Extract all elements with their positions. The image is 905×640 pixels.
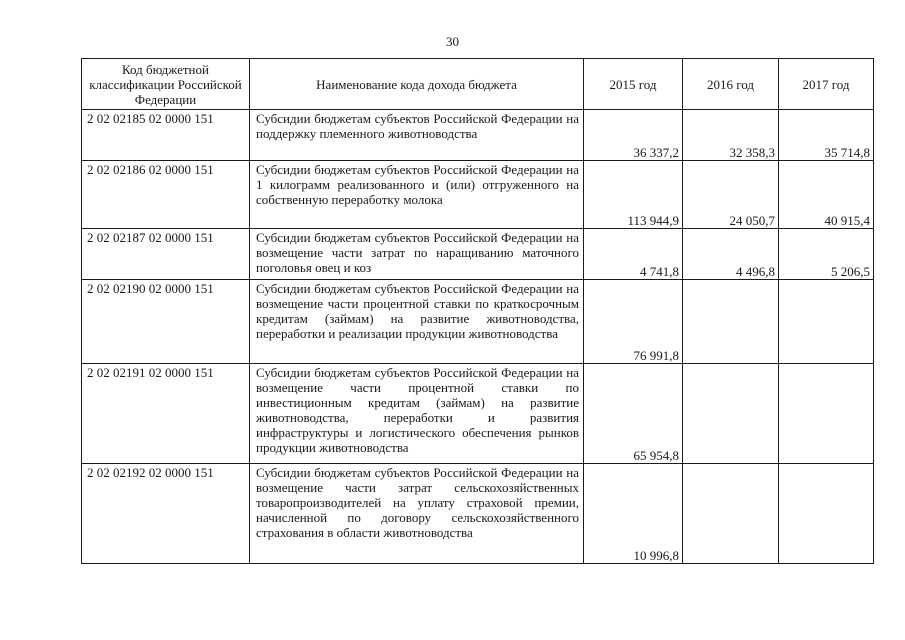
- table-row: [82, 229, 874, 280]
- cell-2016: [683, 364, 779, 464]
- page-number: 30: [446, 34, 459, 49]
- cell-name: Субсидии бюджетам субъектов Российской Федерации на возмещение части процентной ставки по инвестиционным кредитам (займам) на развитие животноводства, переработки и развития инфраструктуры и логистического обеспечения рынков продукции животноводства: [250, 364, 584, 464]
- table-row: [82, 364, 874, 464]
- cell-name: Субсидии бюджетам субъектов Российской Федерации на поддержку племенного животноводства: [250, 110, 584, 161]
- cell-2015: 4 741,8: [584, 229, 683, 280]
- cell-name: Субсидии бюджетам субъектов Российской Федерации на 1 килограмм реализованного и (или) отгруженного на собственную переработку молока: [250, 161, 584, 229]
- cell-2017: [779, 280, 874, 364]
- header-2016: 2016 год: [683, 59, 779, 110]
- cell-code: 2 02 02192 02 0000 151: [82, 464, 250, 564]
- cell-2017: 35 714,8: [779, 110, 874, 161]
- cell-name: Субсидии бюджетам субъектов Российской Федерации на возмещение части процентной ставки по краткосрочным кредитам (займам) на развитие животноводства, переработки и реализации продукции животноводства: [250, 280, 584, 364]
- table-row: [82, 464, 874, 564]
- cell-code: 2 02 02191 02 0000 151: [82, 364, 250, 464]
- cell-2017: 5 206,5: [779, 229, 874, 280]
- table-row: [82, 161, 874, 229]
- header-2015: 2015 год: [584, 59, 683, 110]
- cell-2017: 40 915,4: [779, 161, 874, 229]
- cell-2015: 65 954,8: [584, 364, 683, 464]
- cell-code: 2 02 02187 02 0000 151: [82, 229, 250, 280]
- cell-2015: 76 991,8: [584, 280, 683, 364]
- cell-2016: [683, 280, 779, 364]
- cell-code: 2 02 02190 02 0000 151: [82, 280, 250, 364]
- table-row: [82, 280, 874, 364]
- header-name: Наименование кода дохода бюджета: [250, 59, 584, 110]
- cell-2015: 113 944,9: [584, 161, 683, 229]
- cell-2017: [779, 464, 874, 564]
- cell-code: 2 02 02186 02 0000 151: [82, 161, 250, 229]
- table-header-row: [82, 59, 874, 110]
- cell-2016: 24 050,7: [683, 161, 779, 229]
- cell-2015: 36 337,2: [584, 110, 683, 161]
- table-row: [82, 110, 874, 161]
- budget-income-table: [81, 58, 874, 564]
- cell-2016: 4 496,8: [683, 229, 779, 280]
- cell-2016: 32 358,3: [683, 110, 779, 161]
- header-2017: 2017 год: [779, 59, 874, 110]
- cell-name: Субсидии бюджетам субъектов Российской Федерации на возмещение части затрат по наращиванию маточного поголовья овец и коз: [250, 229, 584, 280]
- cell-name: Субсидии бюджетам субъектов Российской Федерации на возмещение части затрат сельскохозяйственных товаропроизводителей на уплату страховой премии, начисленной по договору сельскохозяйственного страхования в области животноводства: [250, 464, 584, 564]
- cell-2016: [683, 464, 779, 564]
- cell-2017: [779, 364, 874, 464]
- header-code: Код бюджетной классификации Российской Федерации: [82, 59, 250, 110]
- cell-2015: 10 996,8: [584, 464, 683, 564]
- cell-code: 2 02 02185 02 0000 151: [82, 110, 250, 161]
